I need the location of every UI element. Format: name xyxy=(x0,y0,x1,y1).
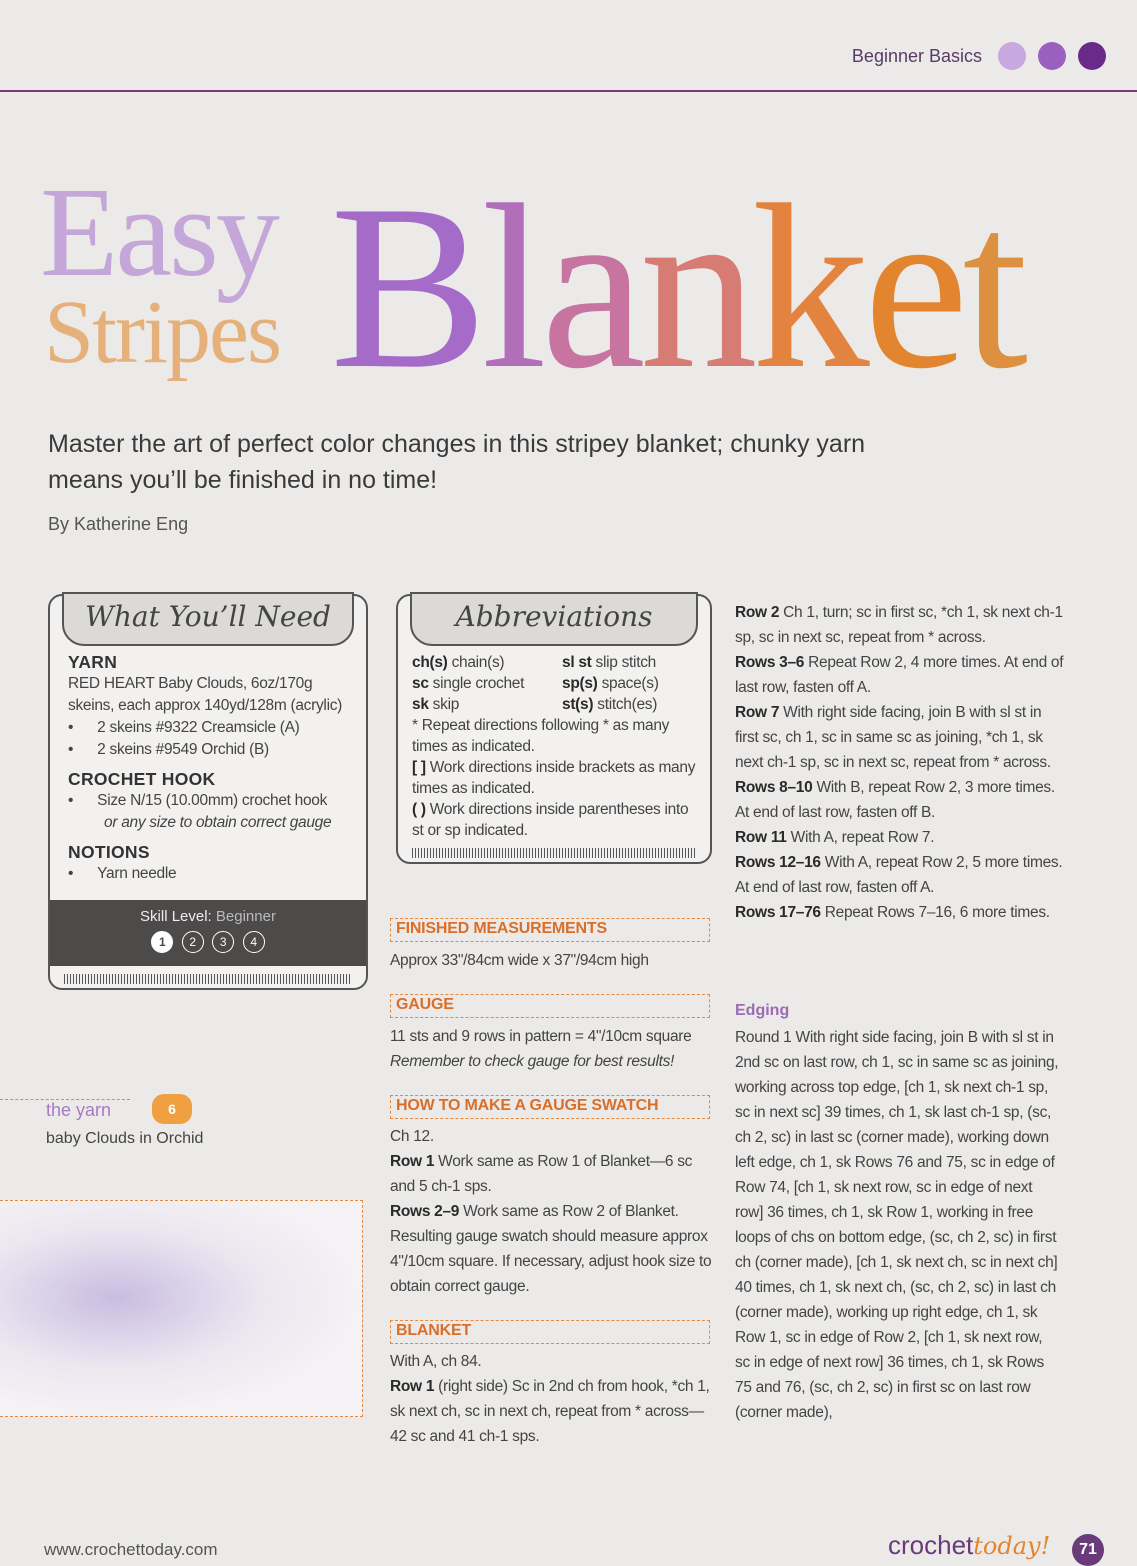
pattern-row: Row 2 Ch 1, turn; sc in first sc, *ch 1, sk next ch-1 sp, sc in next sc, repeat from * across. xyxy=(735,604,1063,646)
skill-level-band xyxy=(50,900,366,966)
blanket-title: BLANKET xyxy=(396,1322,472,1339)
pattern-row: Rows 17–76 Repeat Rows 7–16, 6 more times. xyxy=(735,904,1050,921)
gauge-note: Remember to check gauge for best results! xyxy=(390,1053,675,1070)
yarn-weight-icon: 6 xyxy=(152,1094,192,1124)
swatch-rows2-9: Rows 2–9 Work same as Row 2 of Blanket. Resulting gauge swatch should measure approx 4"/10cm square. If necessary, adjust hook size to obtain correct gauge. xyxy=(390,1203,712,1295)
section-dot-icon xyxy=(998,42,1026,70)
swatch-ch: Ch 12. xyxy=(390,1128,434,1145)
title-blanket xyxy=(330,157,1023,418)
yarn-title: the yarn xyxy=(46,1100,112,1120)
title-stripes: Stripes xyxy=(44,283,281,382)
section-dot-icon xyxy=(1038,42,1066,70)
skill-level: Skill Level: Beginner xyxy=(140,908,276,925)
gauge-title: GAUGE xyxy=(396,996,454,1013)
footer-brand: crochettoday! xyxy=(888,1530,1051,1560)
pattern-row: Rows 12–16 With A, repeat Row 2, 5 more times. At end of last row, fasten off A. xyxy=(735,854,1063,896)
box-ticks xyxy=(412,848,696,858)
abbreviations-box xyxy=(396,594,712,864)
abbreviations-heading: Abbreviations xyxy=(410,592,698,646)
abbr-item: st(s) stitch(es) xyxy=(562,696,658,713)
skill-level-2-icon: 2 xyxy=(182,931,204,953)
notions-item: • Yarn needle xyxy=(68,865,177,882)
blanket-start: With A, ch 84. xyxy=(390,1353,482,1370)
skill-level-1-icon: 1 xyxy=(151,931,173,953)
hook-note: or any size to obtain correct gauge xyxy=(104,814,332,831)
yarn-subtitle: baby Clouds in Orchid xyxy=(46,1130,204,1147)
section-dot-icon xyxy=(1078,42,1106,70)
hook-item: • Size N/15 (10.00mm) crochet hook xyxy=(68,792,328,809)
abbr-brackets: [ ] Work directions inside brackets as many times as indicated. xyxy=(412,759,696,797)
yarn-item: • 2 skeins #9322 Creamsicle (A) xyxy=(68,719,300,736)
title-letter: e xyxy=(863,157,963,418)
gauge-text: 11 sts and 9 rows in pattern = 4"/10cm square xyxy=(390,1028,692,1045)
abbr-item: ch(s) chain(s) xyxy=(412,654,505,671)
abbr-parens: ( ) Work directions inside parentheses into st or sp indicated. xyxy=(412,801,689,839)
section-label: Beginner Basics xyxy=(851,46,982,66)
abbr-item: sl st slip stitch xyxy=(562,654,656,671)
pattern-row: Row 11 With A, repeat Row 7. xyxy=(735,829,935,846)
edging-text: Round 1 With right side facing, join B with sl st in 2nd sc on last row, ch 1, sc in same sc as joining, working across top edge, [ch 1, sk next ch-1 sp, sc in next sc] 39 times, ch 1, sk last ch-1 sp, (sc, ch 2, sc) in last sc (corner made), working down left edge, ch 1, sk Rows 76 and 75, sc in edge of Row 74, [ch 1, sk next row, sc in edge of next row] 36 times, ch 1, sk Row 1, working in free loops of chs on bottom edge, (sc, ch 2, sc) in first ch (corner made), [ch 1, sk next ch, sc in next ch] 40 times, ch 1, sk next ch, (sc, ch 2, sc) in last ch (corner made), working up right edge, ch 1, sk Row 1, sc in edge of Row 2, [ch 1, sk next row, sc in edge of next row] 36 times, ch 1, sk Rows 75 and 76, (sc, ch 2, sc) in first sc on last row (corner made), xyxy=(735,1029,1059,1421)
header-rule xyxy=(0,90,1137,92)
footer-url: www.crochettoday.com xyxy=(44,1540,218,1559)
finished-title: FINISHED MEASUREMENTS xyxy=(396,920,607,937)
yarn-heading: YARN xyxy=(68,652,118,672)
title-easy: Easy xyxy=(40,161,277,303)
yarn-desc: RED HEART Baby Clouds, 6oz/170g xyxy=(68,675,313,692)
skill-level-4-icon: 4 xyxy=(243,931,265,953)
materials-heading: What You’ll Need xyxy=(62,592,354,646)
deck-text: Master the art of perfect color changes in this stripey blanket; chunky yarn means you’ll be finished in no time! xyxy=(48,430,866,494)
abbr-item: sc single crochet xyxy=(412,675,525,692)
blanket-row1: Row 1 (right side) Sc in 2nd ch from hook, *ch 1, sk next ch, sc in next ch, repeat from * across—42 sc and 41 ch-1 sps. xyxy=(390,1378,710,1445)
swatch-row1: Row 1 Work same as Row 1 of Blanket—6 sc and 5 ch-1 sps. xyxy=(390,1153,693,1195)
title-letter: t xyxy=(962,157,1023,418)
yarn-item: • 2 skeins #9549 Orchid (B) xyxy=(68,741,269,758)
hook-heading: CROCHET HOOK xyxy=(68,769,216,789)
byline: By Katherine Eng xyxy=(48,514,189,534)
finished-text: Approx 33"/84cm wide x 37"/94cm high xyxy=(390,952,649,969)
page-number: 71 xyxy=(1072,1534,1104,1566)
swatch-title: HOW TO MAKE A GAUGE SWATCH xyxy=(396,1097,659,1114)
pattern-row: Row 7 With right side facing, join B with sl st in first sc, ch 1, sc in same sc as joining, *ch 1, sk next ch-1 sp, sc in next sc, repeat from * across. xyxy=(735,704,1051,771)
pattern-row: Rows 8–10 With B, repeat Row 2, 3 more times. At end of last row, fasten off B. xyxy=(735,779,1055,821)
title-letter: n xyxy=(639,157,752,418)
notions-heading: NOTIONS xyxy=(68,842,150,862)
abbr-item: sp(s) space(s) xyxy=(562,675,659,692)
title-letter: a xyxy=(541,157,640,418)
abbr-item: sk skip xyxy=(412,696,460,713)
title-letter: B xyxy=(330,157,482,418)
pattern-row: Rows 3–6 Repeat Row 2, 4 more times. At end of last row, fasten off A. xyxy=(735,654,1064,696)
box-ticks xyxy=(64,974,352,984)
materials-box xyxy=(48,594,368,990)
skill-level-3-icon: 3 xyxy=(212,931,234,953)
yarn-photo xyxy=(0,1200,363,1417)
edging-title: Edging xyxy=(735,1002,790,1019)
title-letter: k xyxy=(751,157,864,418)
title-letter: l xyxy=(481,157,541,418)
abbr-star: * Repeat directions following * as many times as indicated. xyxy=(412,717,670,755)
skill-level-scale xyxy=(50,931,366,953)
yarn-desc: skeins, each approx 140yd/128m (acrylic) xyxy=(68,697,343,714)
